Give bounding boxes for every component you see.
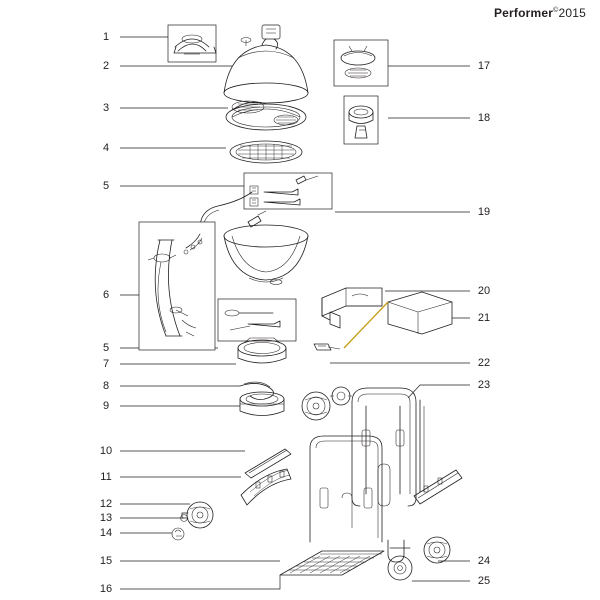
callout-25[interactable]: 25 xyxy=(477,575,491,587)
part-thermometer xyxy=(344,96,378,144)
callout-4[interactable]: 4 xyxy=(102,142,110,154)
callout-9[interactable]: 9 xyxy=(102,400,110,412)
part-ash-catcher-ring xyxy=(238,338,286,363)
callout-24[interactable]: 24 xyxy=(477,555,491,567)
callout-3[interactable]: 3 xyxy=(102,102,110,114)
part-table-bracket xyxy=(322,288,382,328)
part-vent-assembly xyxy=(334,40,388,86)
part-lower-panel xyxy=(241,449,291,505)
callout-18[interactable]: 18 xyxy=(477,112,491,124)
part-handle-wire xyxy=(240,382,274,400)
copyright-mark: © xyxy=(553,7,559,14)
callout-8[interactable]: 8 xyxy=(102,380,110,392)
callout-5b[interactable]: 5 xyxy=(102,342,110,354)
part-ash-pan xyxy=(240,392,284,416)
part-caster xyxy=(388,540,412,580)
callout-20[interactable]: 20 xyxy=(477,285,491,297)
model-year: 2015 xyxy=(558,6,586,20)
part-leg-assembly xyxy=(139,222,215,350)
callout-19[interactable]: 19 xyxy=(477,206,491,218)
callout-16[interactable]: 16 xyxy=(99,583,113,595)
callout-6[interactable]: 6 xyxy=(102,289,110,301)
part-wheel-pair xyxy=(302,387,352,420)
part-cart-front-frame xyxy=(310,436,382,542)
callout-11[interactable]: 11 xyxy=(100,471,112,483)
part-charcoal-baskets xyxy=(226,101,306,130)
callout-10[interactable]: 10 xyxy=(99,445,113,457)
callout-15[interactable]: 15 xyxy=(99,555,113,567)
callout-22[interactable]: 22 xyxy=(477,357,491,369)
part-bottom-grid xyxy=(280,551,384,575)
callout-17[interactable]: 17 xyxy=(477,60,491,72)
part-cart-frame xyxy=(352,388,416,506)
part-charcoal-grate xyxy=(230,141,302,163)
brand-name: Performer xyxy=(493,6,554,20)
callout-2[interactable]: 2 xyxy=(102,60,110,72)
callout-14[interactable]: 14 xyxy=(99,527,113,539)
callout-23[interactable]: 23 xyxy=(477,379,491,391)
part-lid-handle xyxy=(168,25,216,62)
part-hardware-kit-lower xyxy=(218,299,296,341)
part-rod-gold xyxy=(314,302,388,350)
callout-13[interactable]: 13 xyxy=(99,512,113,524)
callout-12[interactable]: 12 xyxy=(99,498,113,510)
part-side-table xyxy=(388,292,452,334)
callout-21[interactable]: 21 xyxy=(477,312,491,324)
part-wheel-small xyxy=(172,502,213,540)
callout-7[interactable]: 7 xyxy=(102,358,110,370)
callout-5[interactable]: 5 xyxy=(102,180,110,192)
callout-1[interactable]: 1 xyxy=(102,31,110,43)
part-hardware-kit-top xyxy=(244,173,332,209)
part-lid xyxy=(224,25,308,103)
part-wheel-large xyxy=(414,400,462,563)
